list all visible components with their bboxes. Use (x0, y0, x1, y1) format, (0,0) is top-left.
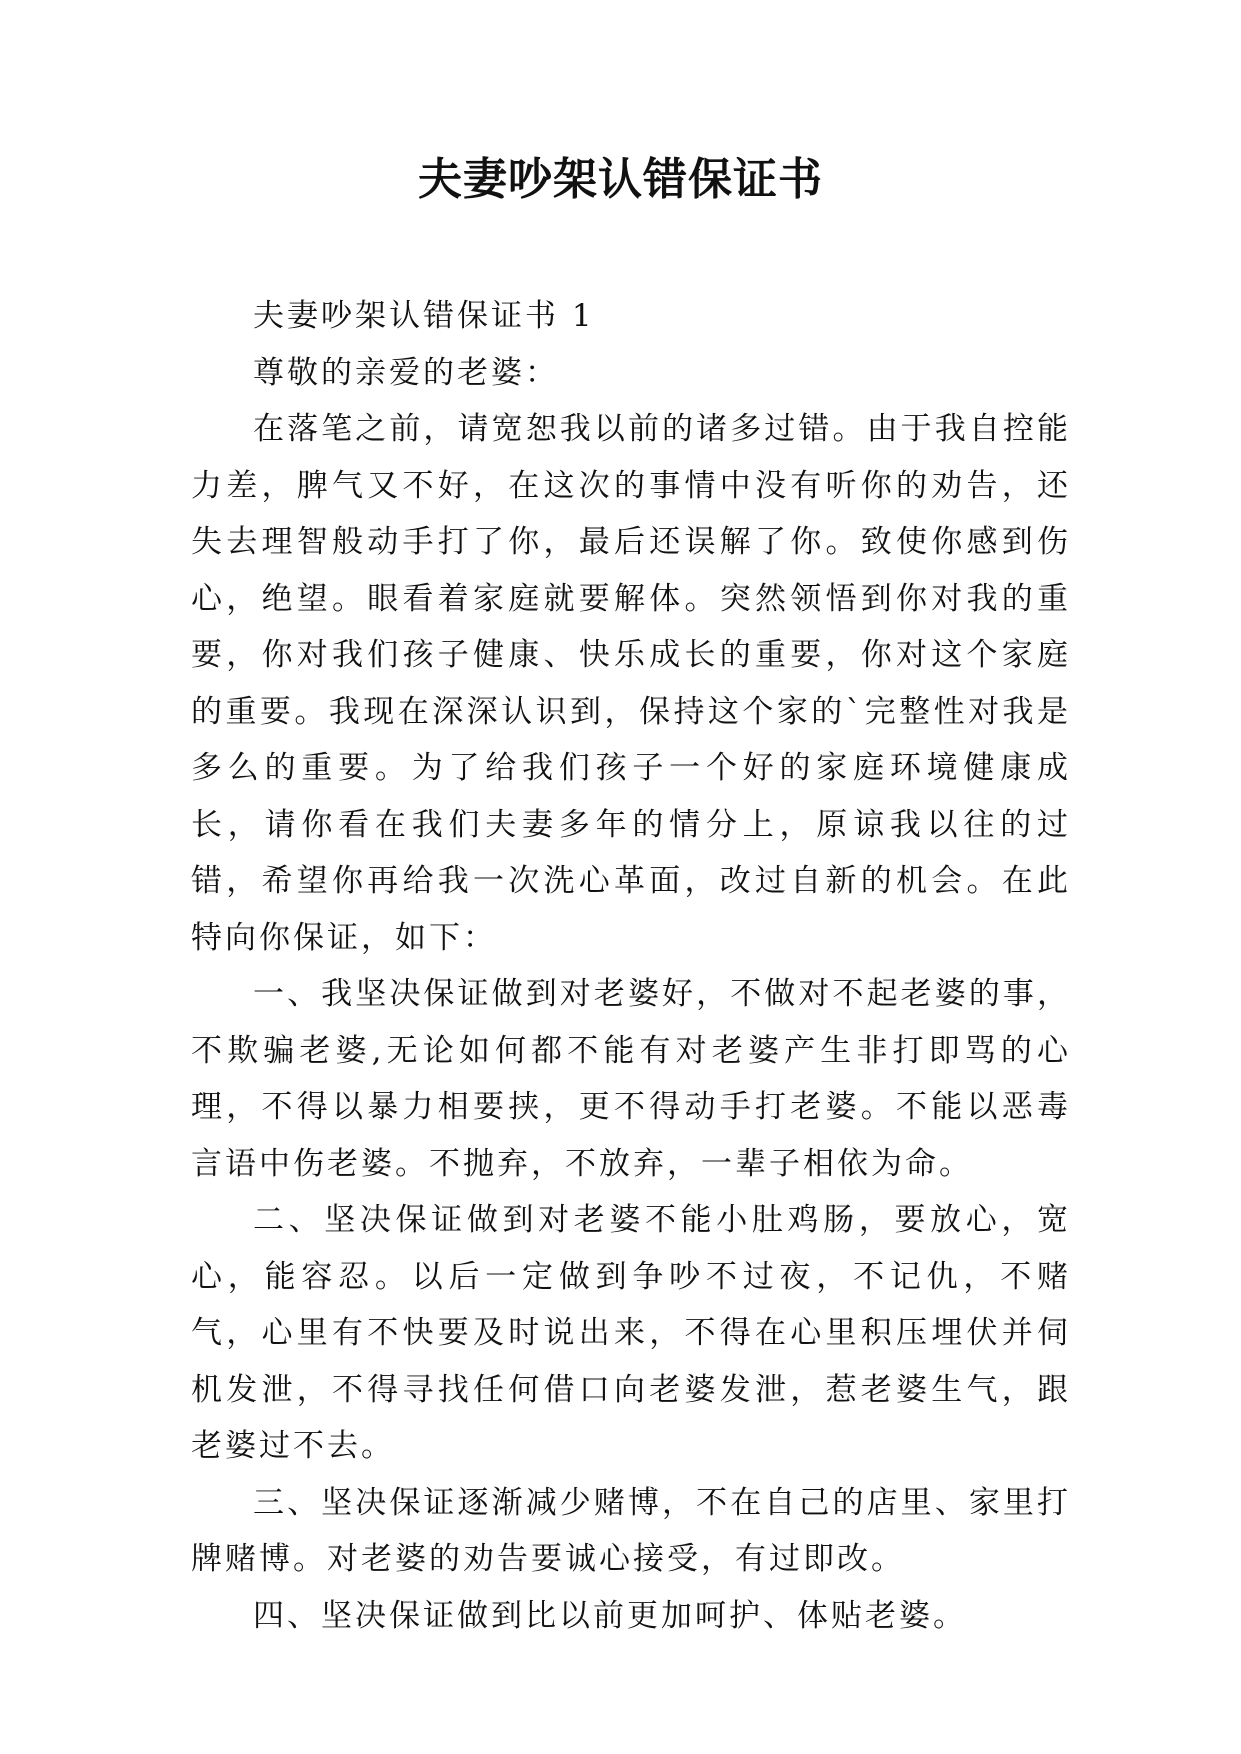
intro-paragraph: 在落笔之前，请宽恕我以前的诸多过错。由于我自控能力差，脾气又不好，在这次的事情中没有听你的劝告，还失去理智般动手打了你，最后还误解了你。致使你感到伤心，绝望。眼看着家庭就要解体。突然领悟到你对我的重要，你对我们孩子健康、快乐成长的重要，你对这个家庭的重要。我现在深深认识到，保持这个家的`完整性对我是多么的重要。为了给我们孩子一个好的家庭环境健康成长，请你看在我们夫妻多年的情分上，原谅我以往的过错，希望你再给我一次洗心革面，改过自新的机会。在此特向你保证，如下： (191, 411, 1071, 956)
pledge-four: 四、坚决保证做到比以前更加呵护、体贴老婆。 (253, 1597, 967, 1634)
pledge-three: 三、坚决保证逐渐减少赌博，不在自己的店里、家里打牌赌博。对老婆的劝告要诚心接受，有过即改。 (191, 1484, 1071, 1577)
pledge-one: 一、我坚决保证做到对老婆好，不做对不起老婆的事，不欺骗老婆,无论如何都不能有对老婆产生非打即骂的心理，不得以暴力相要挟，更不得动手打老婆。不能以恶毒言语中伤老婆。不抛弃，不放弃，一辈子相依为命。 (191, 976, 1071, 1182)
pledge-two: 二、坚决保证做到对老婆不能小肚鸡肠，要放心，宽心，能容忍。以后一定做到争吵不过夜，不记仇，不赌气，心里有不快要及时说出来，不得在心里积压埋伏并伺机发泄，不得寻找任何借口向老婆发泄，惹老婆生气，跟老婆过不去。 (191, 1202, 1071, 1464)
subtitle-line: 夫妻吵架认错保证书 1 (253, 298, 595, 334)
salutation: 尊敬的亲爱的老婆： (253, 354, 559, 391)
document-title: 夫妻吵架认错保证书 (418, 154, 823, 205)
document-body (191, 288, 1071, 1644)
